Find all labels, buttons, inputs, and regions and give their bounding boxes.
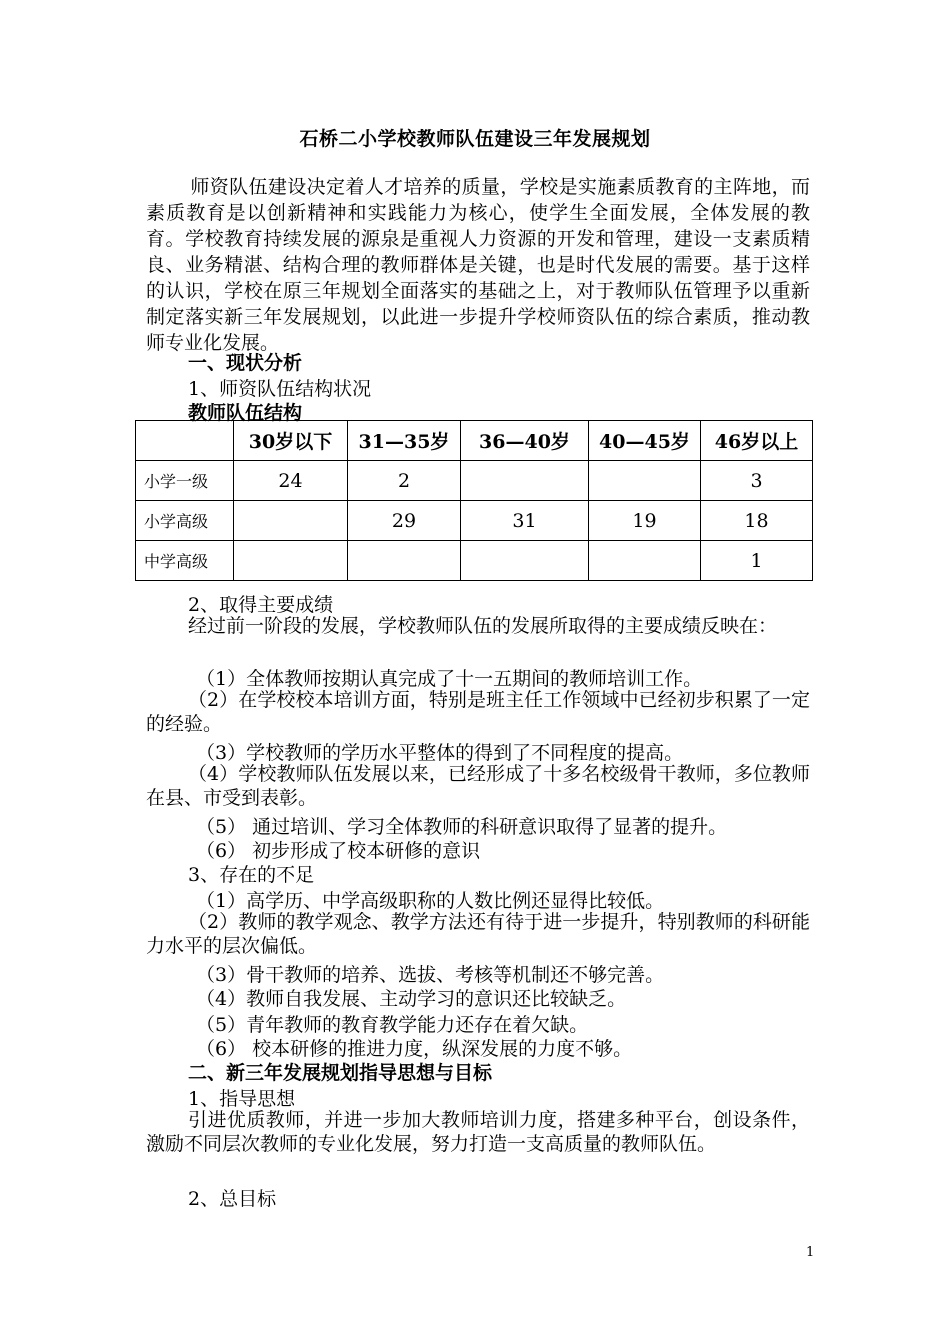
guiding-thought-paragraph: 引进优质教师，并进一步加大教师培训力度，搭建多种平台，创设条件，激励不同层次教师的专业化发展，努力打造一支高质量的教师队伍。 bbox=[146, 1109, 810, 1155]
achievement-item: （1）全体教师按期认真完成了十一五期间的教师培训工作。 bbox=[196, 668, 703, 690]
table-cell: 1 bbox=[701, 541, 813, 581]
deficiency-item: （4）教师自我发展、主动学习的意识还比较缺乏。 bbox=[196, 988, 627, 1010]
table-title: 教师队伍结构 bbox=[188, 402, 303, 424]
document-title: 石桥二小学校教师队伍建设三年发展规划 bbox=[299, 128, 651, 150]
table-cell bbox=[234, 501, 348, 541]
subsection-2-2: 2、总目标 bbox=[188, 1188, 277, 1210]
row-label: 中学高级 bbox=[136, 541, 234, 581]
row-label: 小学一级 bbox=[136, 461, 234, 501]
table-cell: 3 bbox=[701, 461, 813, 501]
table-cell bbox=[461, 541, 589, 581]
intro-paragraph bbox=[146, 174, 810, 356]
table-row bbox=[136, 541, 813, 581]
table-cell: 31 bbox=[461, 501, 589, 541]
table-cell: 19 bbox=[589, 501, 701, 541]
table-header-cell: 30岁以下 bbox=[234, 421, 348, 461]
deficiency-item: （3）骨干教师的培养、选拔、考核等机制还不够完善。 bbox=[196, 964, 665, 986]
subsection-1-2: 2、取得主要成绩 bbox=[188, 594, 334, 616]
table-row bbox=[136, 501, 813, 541]
table-header-cell: 40—45岁 bbox=[589, 421, 701, 461]
section-1-heading: 一、现状分析 bbox=[188, 352, 303, 374]
section-2-heading: 二、新三年发展规划指导思想与目标 bbox=[188, 1062, 493, 1084]
table-cell: 2 bbox=[348, 461, 461, 501]
deficiency-item: （2）教师的教学观念、教学方法还有待于进一步提升，特别教师的科研能力水平的层次偏低。 bbox=[146, 911, 810, 957]
table-header-cell: 36—40岁 bbox=[461, 421, 589, 461]
table-cell bbox=[461, 461, 589, 501]
table-header-cell: 31—35岁 bbox=[348, 421, 461, 461]
achievement-item: （2）在学校校本培训方面，特别是班主任工作领域中已经初步积累了一定的经验。 bbox=[146, 689, 810, 735]
table-cell bbox=[589, 461, 701, 501]
achievement-item: （6） 初步形成了校本研修的意识 bbox=[196, 840, 481, 862]
subsection-2-1: 1、指导思想 bbox=[188, 1088, 296, 1110]
table-cell bbox=[234, 541, 348, 581]
subsection-1-1: 1、师资队伍结构状况 bbox=[188, 378, 372, 400]
table-cell: 24 bbox=[234, 461, 348, 501]
achievement-item: （4）学校教师队伍发展以来，已经形成了十多名校级骨干教师，多位教师在县、市受到表彰。 bbox=[146, 763, 810, 809]
table-cell: 29 bbox=[348, 501, 461, 541]
achievement-item: （3）学校教师的学历水平整体的得到了不同程度的提高。 bbox=[196, 742, 684, 764]
table-row bbox=[136, 461, 813, 501]
table-cell: 18 bbox=[701, 501, 813, 541]
table-header-cell: 46岁以上 bbox=[701, 421, 813, 461]
deficiency-item: （1）高学历、中学高级职称的人数比例还显得比较低。 bbox=[196, 890, 665, 912]
row-label: 小学高级 bbox=[136, 501, 234, 541]
deficiency-item: （5）青年教师的教育教学能力还存在着欠缺。 bbox=[196, 1014, 589, 1036]
page-number: 1 bbox=[806, 1245, 815, 1260]
intro-text: 师资队伍建设决定着人才培养的质量，学校是实施素质教育的主阵地，而素质教育是以创新精神和实践能力为核心，使学生全面发展，全体发展的教育。学校教育持续发展的源泉是重视人力资源的开发和管理，建设一支素质精良、业务精湛、结构合理的教师群体是关键，也是时代发展的需要。基于这样的认识，学校在原三年规划全面落实的基础之上，对于教师队伍管理予以重新制定落实新三年发展规划，以此进一步提升学校师资队伍的综合素质，推动教师专业化发展。 bbox=[146, 176, 810, 354]
deficiency-item: （6） 校本研修的推进力度，纵深发展的力度不够。 bbox=[196, 1038, 633, 1060]
achievements-intro: 经过前一阶段的发展，学校教师队伍的发展所取得的主要成绩反映在： bbox=[188, 615, 778, 637]
table-header-row bbox=[136, 421, 813, 461]
achievement-item: （5） 通过培训、学习全体教师的科研意识取得了显著的提升。 bbox=[196, 816, 728, 838]
subsection-1-3: 3、存在的不足 bbox=[188, 864, 315, 886]
table-cell bbox=[589, 541, 701, 581]
table-cell bbox=[348, 541, 461, 581]
table-header-cell bbox=[136, 421, 234, 461]
teacher-structure-table bbox=[135, 420, 813, 581]
